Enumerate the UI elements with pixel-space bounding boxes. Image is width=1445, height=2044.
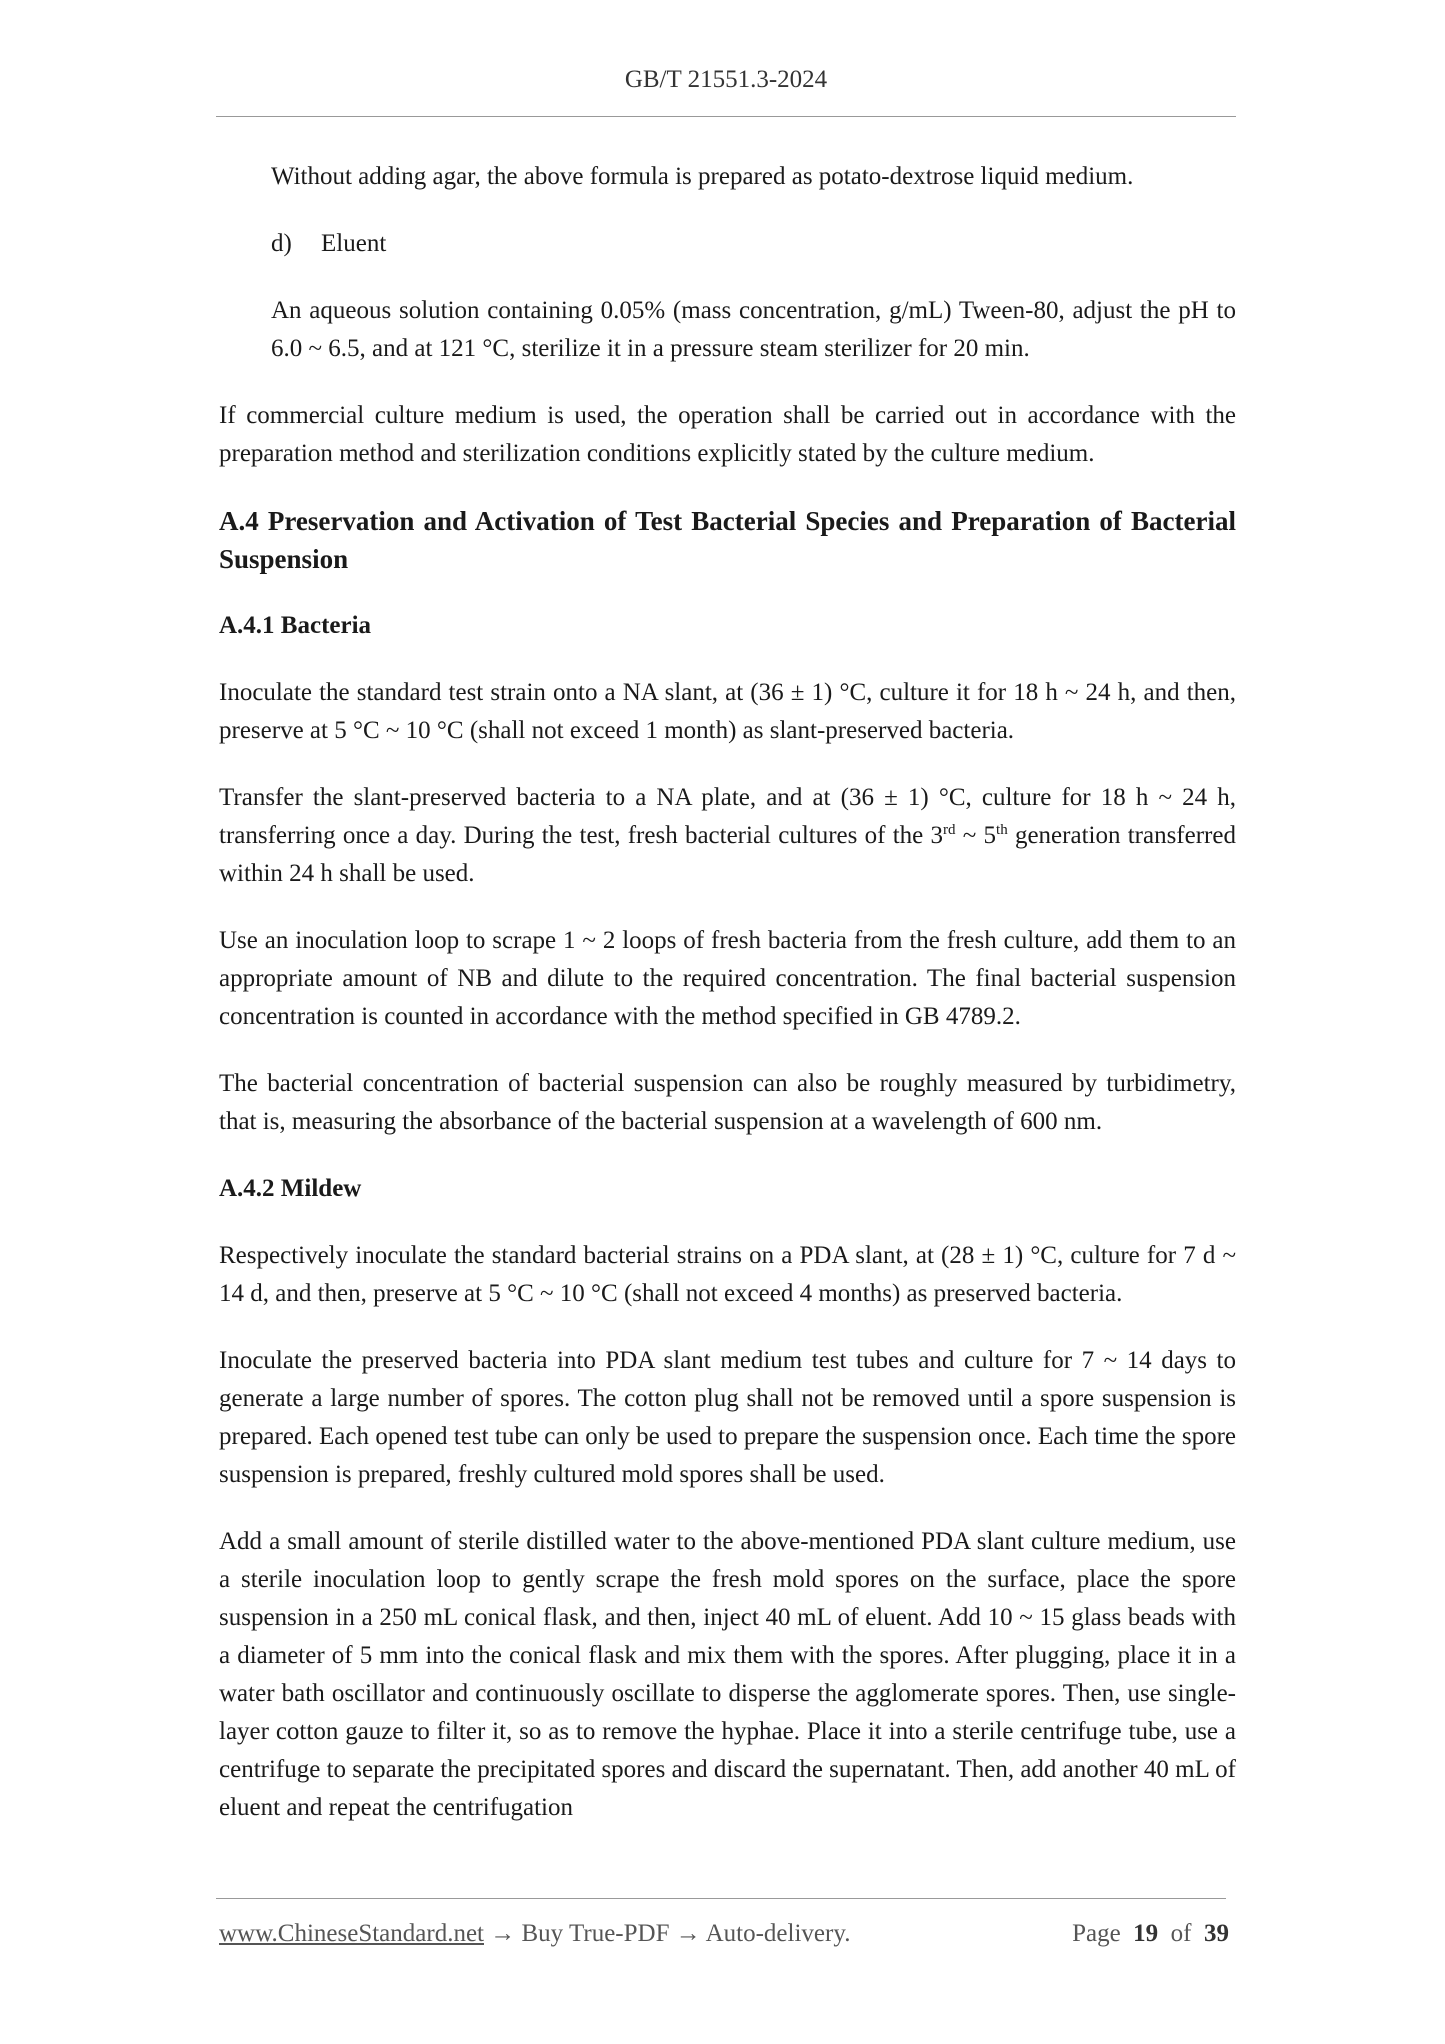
website-link[interactable]: www.ChineseStandard.net	[219, 1920, 484, 1947]
auto-delivery-text: Auto-delivery.	[705, 1920, 851, 1947]
page-footer	[219, 1920, 1229, 1948]
paragraph: Inoculate the preserved bacteria into PDA slant medium test tubes and culture for 7 ~ 14 days to generate a large number of spores. The cotton plug shall not be removed until a spore suspension is prepared. Each opened test tube can only be used to prepare the suspension once. Each time the spore suspension is prepared, freshly cultured mold spores shall be used.	[219, 1347, 1236, 1488]
superscript: rd	[943, 822, 956, 838]
page-content	[219, 158, 1236, 1856]
total-pages: 39	[1204, 1920, 1229, 1947]
paragraph: Respectively inoculate the standard bacterial strains on a PDA slant, at (28 ± 1) °C, culture for 7 d ~ 14 d, and then, preserve at 5 °C ~ 10 °C (shall not exceed 4 months) as preserved bacteria.	[219, 1242, 1236, 1307]
section-heading-a42: A.4.2 Mildew	[219, 1175, 362, 1202]
arrow-icon: →	[484, 1920, 522, 1947]
footer-divider	[216, 1898, 1226, 1899]
document-header	[216, 66, 1236, 94]
buy-pdf-text: Buy True-PDF	[521, 1920, 670, 1947]
list-marker: d)	[271, 230, 292, 257]
current-page: 19	[1133, 1920, 1159, 1947]
paragraph: Without adding agar, the above formula is prepared as potato-dextrose liquid medium.	[271, 163, 1134, 190]
paragraph: Inoculate the standard test strain onto a NA slant, at (36 ± 1) °C, culture it for 18 h ~ 24 h, and then, preserve at 5 °C ~ 10 °C (shall not exceed 1 month) as slant-preserved bacteria.	[219, 679, 1236, 744]
list-item-eluent	[219, 225, 1236, 263]
paragraph: The bacterial concentration of bacterial suspension can also be roughly measured by turbidimetry, that is, measuring the absorbance of the bacterial suspension at a wavelength of 600 nm.	[219, 1070, 1236, 1135]
arrow-icon: →	[669, 1920, 706, 1947]
paragraph: Use an inoculation loop to scrape 1 ~ 2 loops of fresh bacteria from the fresh culture, add them to an appropriate amount of NB and dilute to the required concentration. The final bacterial suspension concentration is counted in accordance with the method specified in GB 4789.2.	[219, 927, 1236, 1030]
section-heading-a41: A.4.1 Bacteria	[219, 612, 372, 639]
standard-number: GB/T 21551.3-2024	[624, 66, 828, 93]
paragraph: Add a small amount of sterile distilled water to the above-mentioned PDA slant culture medium, use a sterile inoculation loop to gently scrape the fresh mold spores on the surface, place the spore suspension in a 250 mL conical flask, and then, inject 40 mL of eluent. Add 10 ~ 15 glass beads with a diameter of 5 mm into the conical flask and mix them with the spores. After plugging, place it in a water bath oscillator and continuously oscillate to disperse the agglomerate spores. Then, use single-layer cotton gauze to filter it, so as to remove the hyphae. Place it into a sterile centrifuge tube, use a centrifuge to separate the precipitated spores and discard the supernatant. Then, add another 40 mL of eluent and repeat the centrifugation	[219, 1528, 1236, 1821]
paragraph: If commercial culture medium is used, the operation shall be carried out in accordance with the preparation method and sterilization conditions explicitly stated by the culture medium.	[219, 402, 1236, 467]
section-heading-a4: A.4 Preservation and Activation of Test Bacterial Species and Preparation of Bacterial Suspension	[219, 506, 1236, 574]
paragraph: Transfer the slant-preserved bacteria to a NA plate, and at (36 ± 1) °C, culture for 18 h ~ 24 h, transferring once a day. During the test, fresh bacterial cultures of the 3rd ~ 5th generation transferred within 24 h shall be used.	[219, 784, 1236, 887]
page-counter: Page 19 of 39	[1072, 1920, 1229, 1947]
header-divider	[216, 116, 1236, 117]
list-item-label: Eluent	[321, 230, 387, 257]
superscript: th	[996, 822, 1008, 838]
paragraph: An aqueous solution containing 0.05% (mass concentration, g/mL) Tween-80, adjust the pH to 6.0 ~ 6.5, and at 121 °C, sterilize it in a pressure steam sterilizer for 20 min.	[271, 297, 1236, 362]
